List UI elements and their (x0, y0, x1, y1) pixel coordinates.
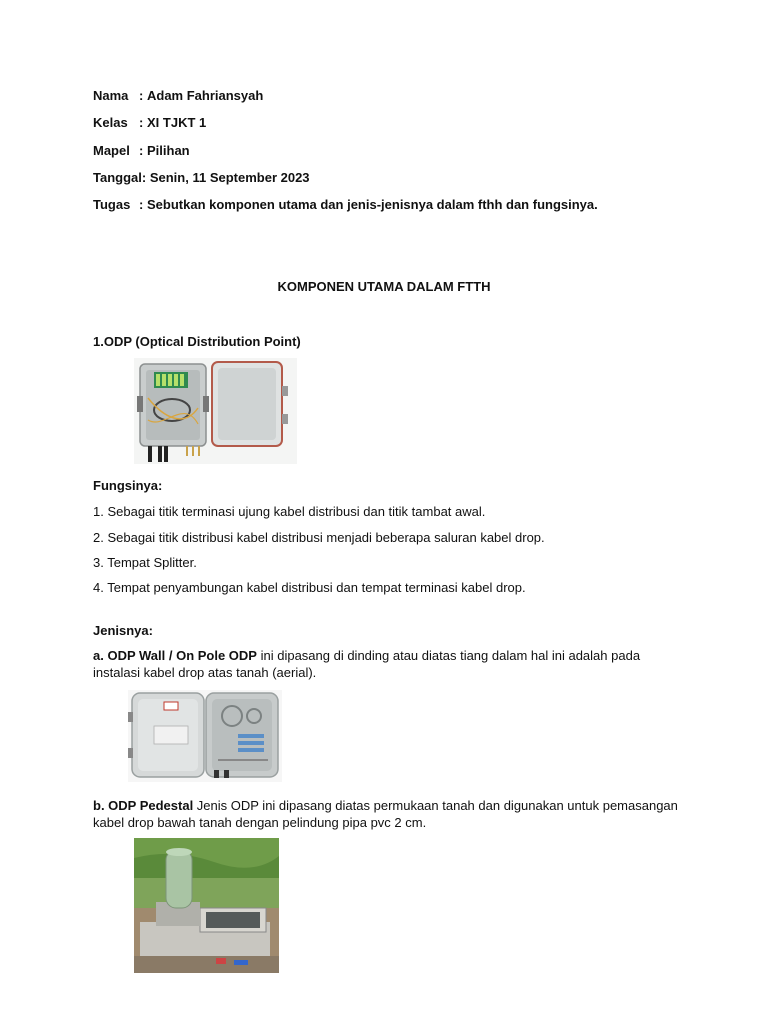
type-item-wall (93, 647, 683, 681)
odp-image (134, 358, 297, 464)
odp-pedestal-image (134, 838, 279, 973)
field-label: Tugas (93, 197, 131, 212)
field-tugas (93, 197, 598, 213)
field-mapel (93, 143, 190, 159)
field-label: Mapel (93, 143, 130, 158)
field-value: Senin, 11 September 2023 (149, 170, 310, 185)
function-item: 4. Tempat penyambungan kabel distribusi dan tempat terminasi kabel drop. (93, 580, 526, 595)
field-sep: : (139, 115, 144, 130)
section-heading: 1.ODP (Optical Distribution Point) (93, 334, 301, 349)
page-title: KOMPONEN UTAMA DALAM FTTH (277, 279, 491, 294)
functions-heading: Fungsinya: (93, 478, 163, 493)
field-sep: : (139, 197, 144, 212)
type-item-pedestal (93, 797, 683, 831)
function-item: 2. Sebagai titik distribusi kabel distribusi menjadi beberapa saluran kabel drop. (93, 530, 545, 545)
field-value: Pilihan (147, 143, 190, 158)
field-value: Sebutkan komponen utama dan jenis-jenisnya dalam fthh dan fungsinya. (147, 197, 598, 212)
field-value: XI TJKT 1 (147, 115, 207, 130)
type-name: a. ODP Wall / On Pole ODP (93, 648, 257, 663)
type-desc: Jenis ODP ini dipasang diatas permukaan tanah dan digunakan untuk pemasangan kabel drop bawah tanah dengan pelindung pipa pvc 2 cm. (93, 798, 678, 830)
field-sep: : (141, 170, 147, 185)
field-nama (93, 88, 263, 104)
function-item: 1. Sebagai titik terminasi ujung kabel distribusi dan titik tambat awal. (93, 504, 486, 519)
field-kelas (93, 115, 206, 131)
types-heading: Jenisnya: (93, 623, 153, 638)
field-value: Adam Fahriansyah (147, 88, 264, 103)
type-desc: ini dipasang di dinding atau diatas tiang dalam hal ini adalah pada instalasi kabel drop atas tanah (aerial). (93, 648, 641, 680)
type-name: b. ODP Pedestal (93, 798, 194, 813)
field-label: Tanggal (93, 170, 142, 185)
field-label: Kelas (93, 115, 128, 130)
odp-wall-image (128, 690, 282, 782)
field-sep: : (139, 88, 144, 103)
field-label: Nama (93, 88, 129, 103)
field-sep: : (139, 143, 144, 158)
field-tanggal (93, 170, 310, 186)
function-item: 3. Tempat Splitter. (93, 555, 197, 570)
